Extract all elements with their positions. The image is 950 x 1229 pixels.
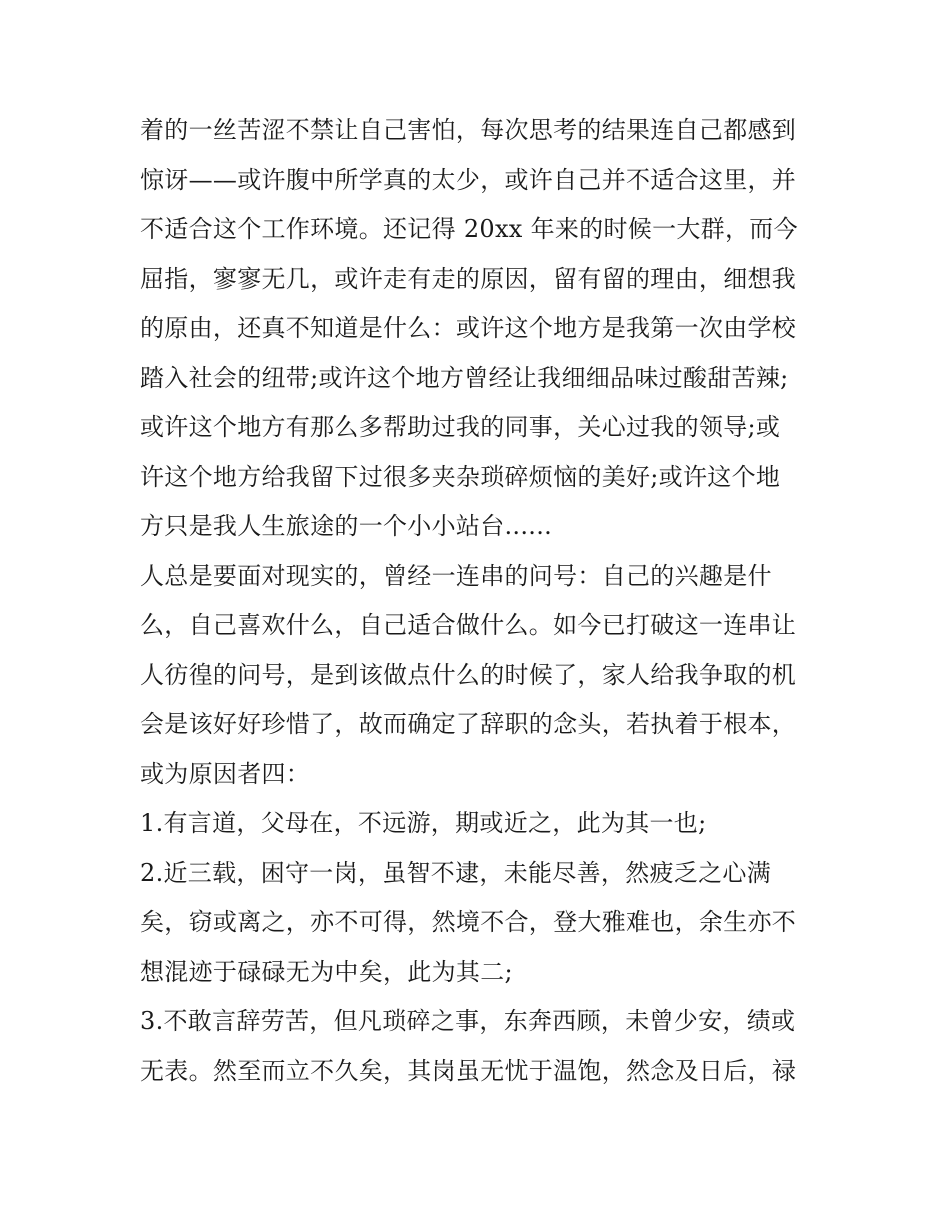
list-item: 2.近三载，困守一岗，虽智不逮，未能尽善，然疲乏之心满 — [140, 858, 771, 887]
text-line: 不适合这个工作环境。还记得 20xx 年来的时候一大群，而今 — [140, 215, 798, 243]
text-line: 或为原因者四： — [140, 759, 311, 788]
text-line: 么，自己喜欢什么，自己适合做什么。如今已打破这一连串让 — [140, 611, 797, 639]
text-line: 着的一丝苦涩不禁让自己害怕，每次思考的结果连自己都感到 — [140, 116, 797, 144]
text-line: 惊讶——或许腹中所学真的太少，或许自己并不适合这里，并 — [140, 165, 797, 194]
text-line: 的原由，还真不知道是什么：或许这个地方是我第一次由学校 — [140, 314, 797, 342]
text-line: 许这个地方给我留下过很多夹杂琐碎烦恼的美好;或许这个地 — [140, 462, 781, 491]
text-line: 会是该好好珍惜了，故而确定了辞职的念头，若执着于根本， — [140, 710, 797, 738]
text-line: 矣，窃或离之，亦不可得，然境不合，登大雅难也，余生亦不 — [140, 908, 797, 936]
list-item: 1.有言道，父母在，不远游，期或近之，此为其一也; — [140, 809, 707, 837]
document-body — [140, 106, 820, 1096]
text-line: 或许这个地方有那么多帮助过我的同事，关心过我的领导;或 — [140, 413, 781, 441]
text-line: 踏入社会的纽带;或许这个地方曾经让我细细品味过酸甜苦辣; — [140, 363, 789, 392]
text-line: 人总是要面对现实的，曾经一连串的问号：自己的兴趣是什 — [140, 561, 772, 590]
text-line: 屈指，寥寥无几，或许走有走的原因，留有留的理由，细想我 — [140, 264, 797, 293]
text-line: 无表。然至而立不久矣，其岗虽无忧于温饱，然念及日后，禄 — [140, 1056, 797, 1085]
text-line: 人彷徨的问号，是到该做点什么的时候了，家人给我争取的机 — [140, 660, 797, 689]
text-line: 想混迹于碌碌无为中矣，此为其二; — [140, 957, 513, 986]
text-line: 方只是我人生旅途的一个小小站台...... — [140, 512, 553, 540]
list-item: 3.不敢言辞劳苦，但凡琐碎之事，东奔西顾，未曾少安，绩或 — [140, 1007, 796, 1035]
